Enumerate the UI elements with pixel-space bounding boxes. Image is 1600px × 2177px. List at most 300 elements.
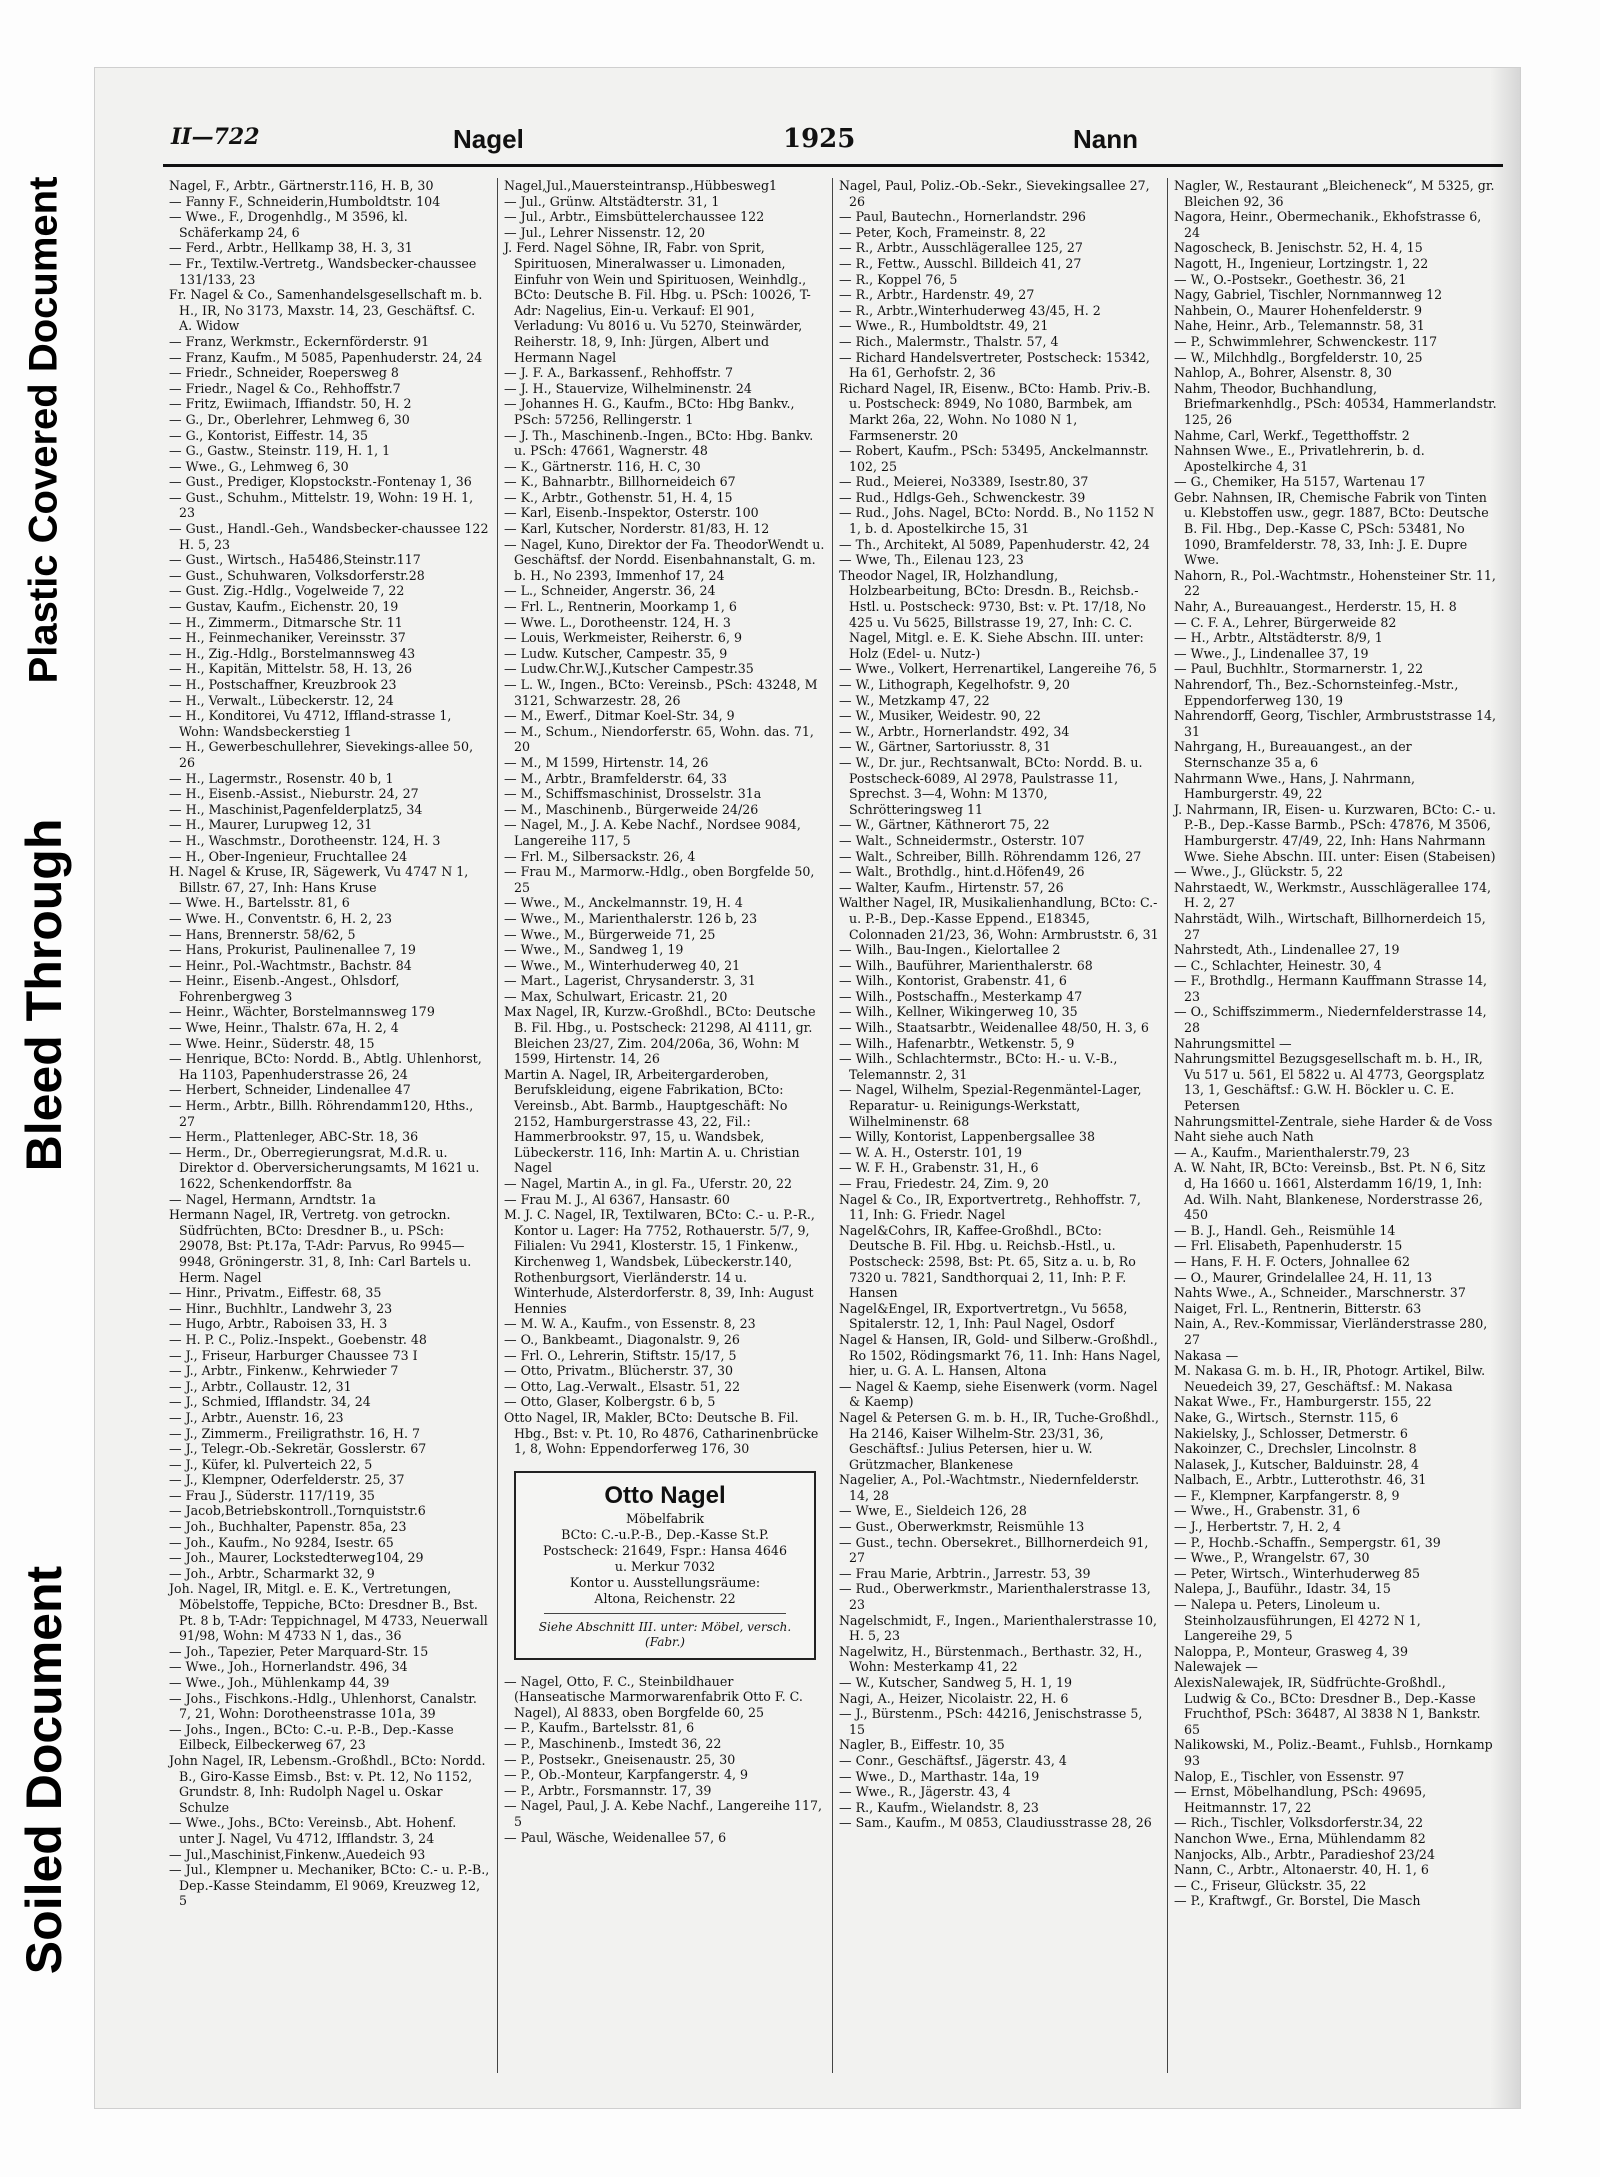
directory-entry: — Johs., Ingen., BCto: C.-u. P.-B., Dep.-Kasse Eilbeck, Eilbeckerweg 67, 23 [169,1721,454,1753]
directory-entry: M. Nakasa G. m. b. H., IR, Photogr. Artikel, Bilw. Neuedeich 39, 27, Geschäftsf.: M. Nakasa [1174,1363,1486,1394]
directory-entry: — Wwe., M., Bürgerweide 71, 25 [504,926,716,942]
directory-entry: — Friedr., Schneider, Roepersweg 8 [169,365,399,381]
directory-entry: — Wilh., Schlachtermstr., BCto: H.- u. V.-B., Telemannstr. 2, 31 [839,1051,1118,1082]
directory-entry: — M., Maschinenb., Bürgerweide 24/26 [504,801,759,817]
directory-entry: — Wwe. L., Dorotheenstr. 124, H. 3 [504,614,731,630]
directory-entry: — Louis, Werkmeister, Reiherstr. 6, 9 [504,630,742,646]
directory-entry: — Wwe., M., Winterhuderweg 40, 21 [504,957,741,973]
directory-entry: — L., Schneider, Angerstr. 36, 24 [504,583,716,599]
directory-entry: Richard Nagel, IR, Eisenw., BCto: Hamb. Priv.-B. u. Postscheck: 8949, No 1080, Barmbek, am Markt 26a, 22, Wohn. No 1080 N 1, Farmsenerstr. 20 [839,380,1151,443]
directory-entry: Gebr. Nahnsen, IR, Chemische Fabrik von Tinten u. Klebstoffen usw., gegr. 1887, BCto: Deutsche B. Fil. Hbg., Dep.-Kasse C, PSch: 53481, No 1090, Bramfelderstr. 78, 33, Inh: J. E. Dupre Wwe. [1174,489,1489,568]
directory-entry: — Rud., Hdlgs-Geh., Schwenckestr. 39 [839,489,1086,505]
directory-entry: — Walt., Schneidermstr., Osterstr. 107 [839,832,1085,848]
advertisement-otto-nagel [514,1471,816,1660]
directory-entry: Nagler, W., Restaurant „Bleicheneck“, M 5325, gr. Bleichen 92, 36 [1174,178,1495,209]
directory-entry: — F., Brothdlg., Hermann Kauffmann Strasse 14, 23 [1174,973,1487,1004]
directory-entry: — Hinr., Buchhltr., Landwehr 3, 23 [169,1300,393,1316]
directory-entry: Nalop, E., Tischler, von Essenstr. 97 [1174,1768,1405,1784]
directory-entry: Nagel & Co., IR, Exportvertretg., Rehhoffstr. 7, 11, Inh: G. Friedr. Nagel [839,1191,1141,1223]
directory-entry: — M., Arbtr., Bramfelderstr. 64, 33 [504,770,728,786]
directory-entry: Naloppa, P., Monteur, Grasweg 4, 39 [1174,1643,1408,1659]
directory-entry: — Hans, Brennerstr. 58/62, 5 [169,926,356,942]
directory-entry: — Wwe, Th., Eilenau 123, 23 [839,552,1024,568]
directory-entry: — P., Ob.-Monteur, Karpfangerstr. 4, 9 [504,1767,749,1783]
directory-entry: — Paul, Buchhltr., Stormarnerstr. 1, 22 [1174,661,1424,677]
directory-entry: Nahrmann Wwe., Hans, J. Nahrmann, Hamburgerstr. 49, 22 [1174,770,1416,802]
directory-entry: — H., Konditorei, Vu 4712, Iffland-strasse 1, Wohn: Wandsbeckerstieg 1 [169,708,452,739]
directory-entry: — M. W. A., Kaufm., von Essenstr. 8, 23 [504,1316,756,1332]
directory-entry: — Otto, Glaser, Kolbergstr. 6 b, 5 [504,1394,716,1410]
directory-entry: — Fritz, Ewiimach, Iffiandstr. 50, H. 2 [169,396,412,412]
directory-entry: — Wwe., M., Sandweg 1, 19 [504,942,684,958]
directory-entry: — Peter, Koch, Frameinstr. 8, 22 [839,224,1046,240]
directory-entry: — Wilh., Postschaffn., Mesterkamp 47 [839,988,1083,1004]
directory-entry: — W., Musiker, Weidestr. 90, 22 [839,708,1041,724]
directory-entry: Nagelschmidt, F., Ingen., Marienthalerstrasse 10, H. 5, 23 [839,1612,1157,1644]
directory-entry: — Fr., Textilw.-Vertretg., Wandsbecker-chaussee 131/133, 23 [169,255,477,287]
directory-entry: — W., O.-Postsekr., Goethestr. 36, 21 [1174,271,1407,287]
directory-entry: — Nagel & Kaemp, siehe Eisenwerk (vorm. Nagel & Kaemp) [839,1378,1158,1410]
directory-entry: Nalikowski, M., Poliz.-Beamt., Fuhlsb., Hornkamp 93 [1174,1737,1493,1768]
directory-entry: — Ludw. Kutscher, Campestr. 35, 9 [504,645,728,661]
running-head-right: Nann [1073,124,1138,154]
directory-entry: M. J. C. Nagel, IR, Textilwaren, BCto: C.- u. P.-R., Kontor u. Lager: Ha 7752, Rothauerstr. 5/7, 9, Filialen: Vu 2941, Klosterstr. 15, 1 Finkenw., Kirchenweg 1, Wandsbek, Lübeckerstr.140, Rothenburgsort, Vierländerstr. 14 u. Winterhude, Alsterdorferstr. 8, 39, Inh: August Hennies [504,1207,815,1316]
directory-entry: Nakat Wwe., Fr., Hamburgerstr. 155, 22 [1174,1394,1432,1410]
directory-entry: Nagel & Petersen G. m. b. H., IR, Tuche-Großhdl., Ha 2146, Kaiser Wilhelm-Str. 23/31, 36, Geschäftsf.: Julius Petersen, hier u. W. Grützmacher, Blankenese [839,1409,1159,1472]
directory-entry: — Richard Handelsvertreter, Postscheck: 15342, Ha 61, Gerhofstr. 2, 36 [839,349,1150,381]
directory-entry: Nagel,Jul.,Mauersteintransp.,Hübbesweg1 [504,178,778,193]
ad-line: Altona, Reichenstr. 22 [594,1590,736,1606]
directory-entry: — Wwe., H., Grabenstr. 31, 6 [1174,1503,1361,1519]
directory-entry: J. Nahrmann, IR, Eisen- u. Kurzwaren, BCto: C.- u. P.-B., Dep.-Kasse Barmb., PSch: 47876, M 3506, Hamburgerstr. 47/49, 22, Inh: Hans Nahrmann Wwe. Siehe Abschn. III. unter: Eisen (Stabeisen) [1174,801,1496,864]
directory-entry: Nalasek, J., Kutscher, Balduinstr. 28, 4 [1174,1456,1420,1472]
directory-entry: — J., Schmied, Ifflandstr. 34, 24 [169,1394,371,1410]
directory-entry: Nahbein, O., Maurer Hohenfelderstr. 9 [1174,302,1422,318]
directory-entry: — H., Kapitän, Mittelstr. 58, H. 13, 26 [169,661,413,677]
ad-title: Otto Nagel [604,1481,726,1509]
directory-entry: — Paul, Wäsche, Weidenallee 57, 6 [504,1829,727,1845]
directory-entry: — Wwe., Joh., Hornerlandstr. 496, 34 [169,1659,408,1675]
directory-entry: — P., Arbtr., Forsmannstr. 17, 39 [504,1782,712,1798]
label-bleed-through: Bleed Through [16,818,72,1172]
directory-entry: — R., Arbtr., Ausschlägerallee 125, 27 [839,240,1083,256]
directory-entry: — H., Maurer, Lurupweg 12, 31 [169,817,373,833]
directory-entry: Nahe, Heinr., Arb., Telemannstr. 58, 31 [1174,318,1425,334]
directory-entry: — Wwe., F., Drogenhdlg., M 3596, kl. Schäferkamp 24, 6 [169,209,408,240]
directory-entry: — Paul, Bautechn., Hornerlandstr. 296 [839,209,1086,225]
directory-entry: — J. Th., Maschinenb.-Ingen., BCto: Hbg. Bankv. u. PSch: 47661, Wagnerstr. 48 [504,427,814,459]
directory-entry: Nahlop, A., Bohrer, Alsenstr. 8, 30 [1174,365,1392,381]
directory-entry: — H., Arbtr., Altstädterstr. 8/9, 1 [1174,630,1383,646]
directory-entry: — Peter, Wirtsch., Winterhuderweg 85 [1174,1565,1421,1581]
directory-entry: — Gust., Prediger, Klopstockstr.-Fontenay 1, 36 [169,474,472,490]
directory-entry: — Rich., Tischler, Volksdorferstr.34, 22 [1174,1815,1424,1831]
directory-entry: — Gust., Schuhm., Mittelstr. 19, Wohn: 19 H. 1, 23 [169,489,474,521]
directory-entry: — Johannes H. G., Kaufm., BCto: Hbg Bankv., PSch: 57256, Rellingerstr. 1 [504,396,795,427]
directory-entry: — Joh., Maurer, Lockstedterweg104, 29 [169,1550,424,1566]
directory-entry: Nain, A., Rev.-Kommissar, Vierländerstrasse 280, 27 [1174,1316,1488,1347]
directory-entry: — Gust., Oberwerkmstr, Reismühle 13 [839,1519,1085,1535]
directory-entry: Nagelwitz, H., Bürstenmach., Berthastr. 32, H., Wohn: Mesterkamp 41, 22 [839,1643,1143,1675]
directory-entry: Nagel, F., Arbtr., Gärtnerstr.116, H. B, 30 [169,178,434,193]
directory-entry: — C. F. A., Lehrer, Bürgerweide 82 [1174,614,1397,630]
directory-entry: Nakielsky, J., Schlosser, Detmerstr. 6 [1174,1425,1408,1441]
directory-entry: Nahrungsmittel — [1174,1035,1292,1051]
directory-entry: — Wwe., R., Humboldtstr. 49, 21 [839,318,1049,334]
column-1 [163,178,498,2073]
directory-entry: — Gust., Wirtsch., Ha5486,Steinstr.117 [169,552,421,568]
directory-entry: Hermann Nagel, IR, Vertretg. von getrockn. Südfrüchten, BCto: Dresdner B., u. PSch: 29078, Bst: Pt.17a, T-Adr: Parvus, Ro 9945—9948, Gröningerstr. 31, 8, Inh: Carl Bartels u. Herm. Nagel [169,1207,472,1285]
directory-entry: — P., Kaufm., Bartelsstr. 81, 6 [504,1720,695,1736]
directory-entry: — Henrique, BCto: Nordd. B., Abtlg. Uhlenhorst, Ha 1103, Papenhuderstrasse 26, 24 [169,1051,482,1082]
directory-entry: — G., Gastw., Steinstr. 119, H. 1, 1 [169,443,391,459]
directory-entry: — P., Hochb.-Schaffn., Sempergstr. 61, 39 [1174,1534,1441,1550]
directory-columns [163,178,1503,2073]
directory-entry: — J., Arbtr., Auenstr. 16, 23 [169,1409,344,1425]
directory-entry: — J., Telegr.-Ob.-Sekretär, Gosslerstr. 67 [169,1441,427,1457]
column-2-top [504,178,826,1457]
directory-entry: — Jul., Lehrer Nissenstr. 12, 20 [504,224,705,240]
directory-entry: — C., Schlachter, Heinestr. 30, 4 [1174,957,1382,973]
directory-entry: Naiget, Frl. L., Rentnerin, Bitterstr. 63 [1174,1300,1422,1316]
directory-entry: — C., Friseur, Glückstr. 35, 22 [1174,1877,1367,1893]
directory-entry: Naht siehe auch Nath [1174,1129,1314,1145]
directory-entry: — W., Milchhdlg., Borgfelderstr. 10, 25 [1174,349,1423,365]
directory-entry: — M., M 1599, Hirtenstr. 14, 26 [504,754,709,770]
column-2 [498,178,833,2073]
directory-entry: — Herbert, Schneider, Lindenallee 47 [169,1082,411,1098]
directory-entry: — L. W., Ingen., BCto: Vereinsb., PSch: 43248, M 3121, Schwarzestr. 28, 26 [504,677,818,708]
directory-entry: Nalbach, E., Arbtr., Lutterothstr. 46, 31 [1174,1472,1427,1488]
directory-entry: — Hans, Prokurist, Paulinenallee 7, 19 [169,942,416,958]
directory-entry: AlexisNalewajek, IR, Südfrüchte-Großhdl., Ludwig & Co., BCto: Dresdner B., Dep.-Kasse Fruchthof, PSch: 36487, Al 3838 N 1, Bankstr. 65 [1174,1675,1481,1737]
directory-entry: — Wwe. H., Conventstr. 6, H. 2, 23 [169,910,393,926]
column-2-bottom [504,1674,826,1846]
directory-entry: — W., Kutscher, Sandweg 5, H. 1, 19 [839,1675,1073,1690]
directory-entry: — Joh., Tapezier, Peter Marquard-Str. 15 [169,1643,429,1659]
page-number: II—722 [171,124,260,150]
directory-entry: — Ludw.Chr.W.J.,Kutscher Campestr.35 [504,661,754,677]
directory-entry: Nagoscheck, B. Jenischstr. 52, H. 4, 15 [1174,240,1423,256]
directory-entry: — P., Schwimmlehrer, Schwenckestr. 117 [1174,333,1438,349]
directory-entry: — H., Waschmstr., Dorotheenstr. 124, H. 3 [169,832,441,848]
directory-entry: — Rud., Meierei, No3389, Isestr.80, 37 [839,474,1089,490]
directory-entry: — Gust., Schuhwaren, Volksdorferstr.28 [169,567,425,583]
directory-entry: — W., Gärtner, Käthnerort 75, 22 [839,817,1050,833]
directory-entry: — J., Arbtr., Collaustr. 12, 31 [169,1378,352,1394]
directory-entry: Nagel & Hansen, IR, Gold- und Silberw.-Großhdl., Ro 1502, Rödingsmarkt 76, 11. Inh: Hans Nagel, hier, u. G. A. L. Hansen, Altona [839,1331,1161,1379]
directory-entry: — Frau Marie, Arbtrin., Jarrestr. 53, 39 [839,1565,1091,1581]
directory-entry: — G., Chemiker, Ha 5157, Wartenau 17 [1174,474,1426,490]
directory-entry: — K., Gärtnerstr. 116, H. C, 30 [504,458,701,474]
directory-entry: — Nagel, Otto, F. C., Steinbildhauer (Hanseatische Marmorwarenfabrik Otto F. C. Nagel), Al 8833, oben Borgfelde 60, 25 [504,1673,803,1720]
directory-entry: — K., Bahnarbtr., Billhorneideich 67 [504,474,736,490]
ad-line: Postscheck: 21649, Fspr.: Hansa 4646 [543,1542,787,1558]
directory-entry: — R., Fettw., Ausschl. Billdeich 41, 27 [839,255,1082,271]
directory-entry: — A., Kaufm., Marienthalerstr.79, 23 [1174,1144,1410,1160]
directory-entry: — J., Klempner, Oderfelderstr. 25, 37 [169,1472,405,1488]
directory-entry: J. Ferd. Nagel Söhne, IR, Fabr. von Sprit, Spirituosen, Mineralwasser u. Limonaden, Einfuhr von Wein und Spirituosen, Weinhdlg., BCto: Deutsche B. Fil. Hbg. u. PSch: 10026, T-Adr: Nagelius, Ein-u. Verkauf: El 901, Verladung: Vu 8016 u. Vu 5270, Steinwärder, Reiherstr. 18, 9, Inh: Jürgen, Albert und Hermann Nagel [504,240,811,365]
directory-entry: — Heinr., Wächter, Borstelmannsweg 179 [169,1004,435,1020]
directory-entry: Nahrstädt, Wilh., Wirtschaft, Billhornerdeich 15, 27 [1174,910,1486,942]
directory-entry: Nalepa, J., Bauführ., Idastr. 34, 15 [1174,1581,1391,1597]
directory-entry: Nakoinzer, C., Drechsler, Lincolnstr. 8 [1174,1441,1417,1457]
directory-entry: — Heinr., Eisenb.-Angest., Ohlsdorf, Fohrenbergweg 3 [169,973,400,1004]
directory-entry: — Gust. Zig.-Hdlg., Vogelweide 7, 22 [169,583,405,599]
directory-entry: — Robert, Kaufm., PSch: 53495, Anckelmannstr. 102, 25 [839,443,1149,474]
directory-entry: Joh. Nagel, IR, Mitgl. e. E. K., Vertretungen, Möbelstoffe, Teppiche, BCto: Dresdner B., Bst. Pt. 8 b, T-Adr: Teppichnagel, M 4733, Neuerwall 91/98, Wohn: M 4733 N 1, das., 36 [169,1581,488,1644]
directory-entry: — Herm., Dr., Oberregierungsrat, M.d.R. u. Direktor d. Oberversicherungsamts, M 1621 u. 1622, Schenkendorffstr. 8a [169,1144,480,1191]
directory-entry: H. Nagel & Kruse, IR, Sägewerk, Vu 4747 N 1, Billstr. 67, 27, Inh: Hans Kruse [169,864,469,895]
directory-entry: Nahrungsmittel-Zentrale, siehe Harder & de Voss [1174,1113,1493,1129]
directory-entry: Theodor Nagel, IR, Holzhandlung, Holzbearbeitung, BCto: Dresdn. B., Reichsb.-Hstl. u. Postscheck: 9730, Bst: v. Pt. 17/18, No 425 u. Vu 5625, Billstrasse 19, 27, Inh: C. C. Nagel, Mitgl. e. E. K. Siehe Abschn. III. unter: Holz (Edel- u. Nutz-) [839,567,1146,661]
directory-entry: Nahrstaedt, W., Werkmstr., Ausschlägerallee 174, H. 2, 27 [1174,879,1492,911]
directory-entry: — Walt., Brothdlg., hint.d.Höfen49, 26 [839,864,1085,880]
directory-entry: — Jacob,Betriebskontroll.,Tornquiststr.6 [169,1503,426,1519]
directory-entry: — B. J., Handl. Geh., Reismühle 14 [1174,1222,1396,1238]
directory-entry: — Frl. M., Silbersackstr. 26, 4 [504,848,696,864]
directory-entry: Nagel&Engel, IR, Exportvertretgn., Vu 5658, Spitalerstr. 12, 1, Inh: Paul Nagel, Osdorf [839,1300,1128,1332]
directory-entry: — Wilh., Staatsarbtr., Weidenallee 48/50, H. 3, 6 [839,1020,1149,1036]
directory-entry: Nagler, B., Eiffestr. 10, 35 [839,1737,1005,1753]
directory-entry: Walther Nagel, IR, Musikalienhandlung, BCto: C.-u. P.-B., Dep.-Kasse Eppend., E18345, Colonnaden 21/23, 36, Wohn: Armbruststr. 6, 31 [839,895,1159,942]
directory-entry: Nann, C., Arbtr., Altonaerstr. 40, H. 1, 6 [1174,1862,1429,1878]
column-4 [1168,178,1503,2073]
directory-entry: — K., Arbtr., Gothenstr. 51, H. 4, 15 [504,489,733,505]
directory-entry: — Wilh., Kellner, Wikingerweg 10, 35 [839,1004,1078,1020]
directory-entry: — Walt., Schreiber, Billh. Röhrendamm 126, 27 [839,848,1142,864]
directory-entry: — R., Koppel 76, 5 [839,271,958,287]
ad-line: u. Merkur 7032 [614,1558,716,1574]
label-plastic-covered: Plastic Covered Document [21,176,66,684]
directory-entry: — Th., Architekt, Al 5089, Papenhuderstr. 42, 24 [839,536,1150,552]
directory-entry: — H., Feinmechaniker, Vereinsstr. 37 [169,630,406,646]
directory-entry: — J., Arbtr., Finkenw., Kehrwieder 7 [169,1363,399,1379]
directory-entry: — Nalepa u. Peters, Linoleum u. Steinholzausführungen, El 4272 N 1, Langereihe 29, 5 [1174,1597,1421,1644]
directory-entry: — J., Küfer, kl. Pulverteich 22, 5 [169,1456,373,1472]
directory-entry: — Otto, Lag.-Verwalt., Elsastr. 51, 22 [504,1378,741,1394]
directory-entry: — Wilh., Kontorist, Grabenstr. 41, 6 [839,973,1067,989]
directory-entry: — H., Zimmerm., Ditmarsche Str. 11 [169,614,403,630]
directory-entry: — Rud., Johs. Nagel, BCto: Nordd. B., No 1152 N 1, b. d. Apostelkirche 15, 31 [839,505,1155,537]
column-3 [833,178,1168,2073]
directory-entry: — P., Kraftwgf., Gr. Borstel, Die Masch [1174,1893,1421,1909]
directory-entry: — Frl. O., Lehrerin, Stiftstr. 15/17, 5 [504,1347,737,1363]
directory-entry: Nahme, Carl, Werkf., Tegetthoffstr. 2 [1174,427,1410,443]
directory-entry: Nagi, A., Heizer, Nicolaistr. 22, H. 6 [839,1690,1069,1706]
directory-entry: — Wwe. Heinr., Süderstr. 48, 15 [169,1035,375,1051]
directory-entry: Nahrungsmittel Bezugsgesellschaft m. b. H., IR, Vu 517 u. 561, El 5822 u. Al 4773, Georgsplatz 13, 1, Geschäftsf.: G.W. H. Böckler u. C. E. Petersen [1174,1051,1485,1114]
directory-entry: Nagelier, A., Pol.-Wachtmstr., Niedernfelderstr. 14, 28 [839,1472,1140,1503]
directory-entry: Nake, G., Wirtsch., Sternstr. 115, 6 [1174,1409,1399,1425]
directory-entry: — W., Gärtner, Sartoriusstr. 8, 31 [839,739,1051,755]
directory-entry: — Wwe., J., Glückstr. 5, 22 [1174,864,1343,880]
directory-entry: — Otto, Privatm., Blücherstr. 37, 30 [504,1363,734,1379]
directory-entry: — Franz, Werkmstr., Eckernförderstr. 91 [169,333,430,349]
directory-entry: — W. A. H., Osterstr. 101, 19 [839,1144,1022,1160]
directory-entry: — R., Kaufm., Wielandstr. 8, 23 [839,1799,1039,1815]
directory-entry: — Wwe., G., Lehmweg 6, 30 [169,458,349,474]
directory-entry: — Hans, F. H. F. Octers, Johnallee 62 [1174,1253,1410,1269]
directory-entry: John Nagel, IR, Lebensm.-Großhdl., BCto: Nordd. B., Giro-Kasse Eimsb., Bst: v. Pt. 12, No 1152, Grundstr. 8, Inh: Rudolph Nagel u. Oskar Schulze [169,1752,486,1815]
page-header [163,118,1503,167]
directory-entry: — R., Arbtr., Hardenstr. 49, 27 [839,287,1035,303]
directory-entry: Nahorn, R., Pol.-Wachtmstr., Hohensteiner Str. 11, 22 [1174,567,1496,599]
directory-entry: — Herm., Plattenleger, ABC-Str. 18, 36 [169,1129,419,1145]
directory-entry: — Wwe., Johs., BCto: Vereinsb., Abt. Hohenf. unter J. Nagel, Vu 4712, Ifflandstr. 3, 24 [169,1815,457,1846]
directory-entry: A. W. Naht, IR, BCto: Vereinsb., Bst. Pt. N 6, Sitz d, Ha 1660 u. 1661, Alsterdamm 16/19, 1, Inh: Ad. Wilh. Naht, Blankenese, Norderstrasse 26, 450 [1174,1160,1486,1223]
directory-entry: — Nagel, M., J. A. Kebe Nachf., Nordsee 9084, Langereihe 117, 5 [504,817,801,848]
directory-entry: — Wwe., Joh., Mühlenkamp 44, 39 [169,1675,390,1690]
directory-entry: — H., Ober-Ingenieur, Fruchtallee 24 [169,848,408,864]
directory-entry: — Nagel, Wilhelm, Spezial-Regenmäntel-Lager, Reparatur- u. Reinigungs-Werkstatt, Wilhelminenstr. 68 [839,1082,1142,1129]
directory-entry: — Walter, Kaufm., Hirtenstr. 57, 26 [839,879,1064,895]
directory-entry: — Rich., Malermstr., Thalstr. 57, 4 [839,333,1059,349]
directory-entry: — Franz, Kaufm., M 5085, Papenhuderstr. 24, 24 [169,349,483,365]
directory-entry: — W., Arbtr., Hornerlandstr. 492, 34 [839,723,1070,739]
directory-entry: — Ernst, Möbelhandlung, PSch: 49695, Heitmannstr. 17, 22 [1174,1784,1427,1815]
directory-entry: — Karl, Eisenb.-Inspektor, Osterstr. 100 [504,505,759,521]
directory-entry: — Frau, Friedestr. 24, Zim. 9, 20 [839,1176,1049,1191]
directory-entry: — J., Bürstenm., PSch: 44216, Jenischstrasse 5, 15 [839,1706,1143,1737]
directory-entry: — Wwe., R., Jägerstr. 43, 4 [839,1784,1011,1800]
directory-entry: — Conr., Geschäftsf., Jägerstr. 43, 4 [839,1752,1067,1768]
directory-entry: Martin A. Nagel, IR, Arbeitergarderoben, Berufskleidung, eigene Fabrikation, BCto: Vereinsb., Abt. Barmb., Hauptgeschäft: No 2152, Hamburgerstrasse 43, 22, Fil.: Hammerbrookstr. 97, 15, u. Wandsbek, Lübeckerstr. 116, Inh: Martin A. u. Christian Nagel [504,1066,800,1176]
directory-entry: — Fanny F., Schneiderin,Humboldtstr. 104 [169,193,441,209]
directory-entry: — W. F. H., Grabenstr. 31, H., 6 [839,1160,1039,1176]
ad-line: Möbelfabrik [626,1510,704,1526]
directory-entry: Fr. Nagel & Co., Samenhandelsgesellschaft m. b. H., IR, No 3173, Maxstr. 14, 23, Geschäftsf. C. A. Widow [169,287,483,334]
ad-line: Kontor u. Ausstellungsräume: [569,1574,761,1590]
directory-entry: — Heinr., Pol.-Wachtmstr., Bachstr. 84 [169,957,412,973]
directory-entry: — W., Metzkamp 47, 22 [839,692,990,708]
directory-entry: — Frau M. J., Al 6367, Hansastr. 60 [504,1191,730,1207]
directory-entry: — Gust., Handl.-Geh., Wandsbecker-chaussee 122 H. 5, 23 [169,521,489,552]
directory-entry: — J., Zimmerm., Freiligrathstr. 16, H. 7 [169,1425,421,1441]
directory-entry: — H. P. C., Poliz.-Inspekt., Goebenstr. 48 [169,1331,427,1347]
directory-entry: — Johs., Fischkons.-Hdlg., Uhlenhorst, Canalstr. 7, 21, Wohn: Dorotheenstrasse 101a, 39 [169,1690,477,1722]
directory-entry: — Willy, Kontorist, Lappenbergsallee 38 [839,1129,1095,1145]
directory-entry: — Friedr., Nagel & Co., Rehhoffstr.7 [169,380,401,396]
directory-entry: — J., Herbertstr. 7, H. 2, 4 [1174,1519,1341,1535]
directory-entry: Nagy, Gabriel, Tischler, Nornmannweg 12 [1174,287,1443,303]
directory-entry: — Joh., Kaufm., No 9284, Isestr. 65 [169,1534,394,1550]
directory-entry: — Frl. L., Rentnerin, Moorkamp 1, 6 [504,599,737,615]
directory-entry: — Nagel, Kuno, Direktor der Fa. TheodorWendt u. Geschäftsf. der Nordd. Eisenbahnanstalt, G. m. b. H., No 2393, Immenhof 17, 24 [504,536,825,583]
directory-entry: — Wwe., D., Marthastr. 14a, 19 [839,1768,1040,1784]
directory-entry: — O., Maurer, Grindelallee 24, H. 11, 13 [1174,1269,1433,1285]
directory-entry: — Wwe., J., Lindenallee 37, 19 [1174,645,1369,661]
directory-page [163,118,1503,2078]
directory-entry: Nahm, Theodor, Buchhandlung, Briefmarkenhdlg., PSch: 40534, Hammerlandstr. 125, 26 [1174,380,1497,427]
directory-entry: — H., Lagermstr., Rosenstr. 40 b, 1 [169,770,394,786]
directory-entry: — O., Schiffszimmerm., Niedernfelderstrasse 14, 28 [1174,1004,1487,1036]
directory-entry: — Joh., Buchhalter, Papenstr. 85a, 23 [169,1519,407,1535]
directory-entry: — J. H., Stauervize, Wilhelminenstr. 24 [504,380,752,396]
directory-entry: Nahnsen Wwe., E., Privatlehrerin, b. d. Apostelkirche 4, 31 [1174,443,1425,474]
directory-entry: — Mart., Lagerist, Chrysanderstr. 3, 31 [504,973,756,989]
directory-entry: — Rud., Oberwerkmstr., Marienthalerstrasse 13, 23 [839,1581,1151,1613]
directory-entry: — Gust., techn. Obersekret., Billhornerdeich 91, 27 [839,1534,1149,1566]
ad-divider [544,1613,786,1614]
directory-entry: Nagel, Paul, Poliz.-Ob.-Sekr., Sievekingsallee 27, 26 [839,178,1150,209]
directory-entry: — Nagel, Paul, J. A. Kebe Nachf., Langereihe 117, 5 [504,1798,822,1830]
directory-entry: — P., Maschinenb., Imstedt 36, 22 [504,1736,722,1752]
directory-entry: Max Nagel, IR, Kurzw.-Großhdl., BCto: Deutsche B. Fil. Hbg., u. Postscheck: 21298, Al 4111, gr. Bleichen 23/27, Zim. 204/206a, 36, Wohn: M 1599, Hirtenstr. 14, 26 [504,1004,816,1067]
directory-entry: Otto Nagel, IR, Makler, BCto: Deutsche B. Fil. Hbg., Bst: v. Pt. 10, Ro 4876, Catharinenbrücke 1, 8, Wohn: Eppendorferweg 176, 30 [504,1409,819,1457]
directory-entry: — F., Klempner, Karpfangerstr. 8, 9 [1174,1487,1400,1503]
directory-entry: — Wwe., Volkert, Herrenartikel, Langereihe 76, 5 [839,661,1157,677]
directory-entry: Nanjocks, Alb., Arbtr., Paradieshof 23/24 [1174,1846,1435,1862]
directory-entry: — Hinr., Privatm., Eiffestr. 68, 35 [169,1285,382,1301]
directory-entry: — H., Postschaffner, Kreuzbrook 23 [169,677,397,692]
directory-entry: — Nagel, Martin A., in gl. Fa., Uferstr. 20, 22 [504,1176,793,1191]
directory-entry: — G., Kontorist, Eiffestr. 14, 35 [169,427,369,443]
directory-entry: — Nagel, Hermann, Arndtstr. 1a [169,1191,376,1207]
directory-entry: Nahrendorff, Georg, Tischler, Armbruststrasse 14, 31 [1174,708,1496,739]
directory-entry: Nahrgang, H., Bureauangest., an der Sternschanze 35 a, 6 [1174,739,1412,770]
running-head-left: Nagel [453,124,524,154]
directory-entry: — H., Verwalt., Lübeckerstr. 12, 24 [169,692,394,708]
directory-entry: — Wilh., Hafenarbtr., Wetkenstr. 5, 9 [839,1035,1075,1051]
directory-entry: Nahts Wwe., A., Schneider., Marschnerstr. 37 [1174,1285,1466,1301]
directory-entry: — W., Dr. jur., Rechtsanwalt, BCto: Nordd. B. u. Postscheck-6089, Al 2978, Paulstrasse 11, Sprechst. 3—4, Wohn: M 1370, Schrötteringsweg 11 [839,754,1143,817]
directory-entry: — M., Schum., Niendorferstr. 65, Wohn. das. 71, 20 [504,723,814,755]
directory-entry: — Wwe, E., Sieldeich 126, 28 [839,1503,1027,1519]
directory-entry: Nagel&Cohrs, IR, Kaffee-Großhdl., BCto: Deutsche B. Fil. Hbg. u. Reichsb.-Hstl., u. Postscheck: 2598, Bst: Pt. 65, Sitz a. u. b, Ro 7320 u. 7821, Sandthorquai 2, 11, Inh: P. F. Hansen [839,1222,1136,1301]
directory-entry: — Frau J., Süderstr. 117/119, 35 [169,1487,375,1503]
directory-entry: — Gustav, Kaufm., Eichenstr. 20, 19 [169,599,399,615]
ad-note: Siehe Abschnitt III. unter: Möbel, versch. (Fabr.) [538,1619,792,1649]
directory-entry: Nahr, A., Bureauangest., Herderstr. 15, H. 8 [1174,599,1457,615]
directory-entry: Nahrstedt, Ath., Lindenallee 27, 19 [1174,942,1400,958]
directory-entry: — Wwe, Heinr., Thalstr. 67a, H. 2, 4 [169,1020,399,1036]
directory-entry: — Jul.,Maschinist,Finkenw.,Auedeich 93 [169,1846,426,1862]
ad-line: BCto: C.-u.P.-B., Dep.-Kasse St.P. [561,1526,769,1542]
directory-entry: Nagott, H., Ingenieur, Lortzingstr. 1, 22 [1174,255,1429,271]
directory-entry: Nahrendorf, Th., Bez.-Schornsteinfeg.-Mstr., Eppendorferweg 130, 19 [1174,677,1459,708]
directory-entry: — Wwe., P., Wrangelstr. 67, 30 [1174,1550,1370,1566]
running-head-year: 1925 [783,124,856,154]
directory-entry: Nagora, Heinr., Obermechanik., Ekhofstrasse 6, 24 [1174,209,1482,240]
directory-entry: — Jul., Klempner u. Mechaniker, BCto: C.- u. P.-B., Dep.-Kasse Steindamm, El 9069, Kreuzweg 12, 5 [169,1862,490,1909]
scanned-page [95,68,1520,2108]
directory-entry: — Karl, Kutscher, Norderstr. 81/83, H. 12 [504,521,770,537]
directory-entry: — Joh., Arbtr., Scharmarkt 32, 9 [169,1565,375,1581]
directory-entry: — H., Zig.-Hdlg., Borstelmannsweg 43 [169,645,416,661]
directory-entry: — Wwe. H., Bartelsstr. 81, 6 [169,895,350,911]
directory-entry: — H., Maschinist,Pagenfelderplatz5, 34 [169,801,423,817]
directory-entry: — W., Lithograph, Kegelhofstr. 9, 20 [839,677,1070,692]
directory-entry: — J. F. A., Barkassenf., Rehhoffstr. 7 [504,365,734,381]
directory-entry: — O., Bankbeamt., Diagonalstr. 9, 26 [504,1331,740,1347]
directory-entry: — Hugo, Arbtr., Raboisen 33, H. 3 [169,1316,388,1332]
directory-entry: — Ferd., Arbtr., Hellkamp 38, H. 3, 31 [169,240,413,256]
directory-entry: — Wwe., M., Anckelmannstr. 19, H. 4 [504,895,743,911]
directory-entry: — Wwe., M., Marienthalerstr. 126 b, 23 [504,910,758,926]
directory-entry: — Sam., Kaufm., M 0853, Claudiusstrasse 28, 26 [839,1815,1152,1831]
directory-entry: — M., Ewerf., Ditmar Koel-Str. 34, 9 [504,708,735,724]
directory-entry: — Herm., Arbtr., Billh. Röhrendamm120, Hths., 27 [169,1098,474,1129]
directory-entry: — H., Gewerbeschullehrer, Sievekings-allee 50, 26 [169,739,474,770]
directory-entry: Nanchon Wwe., Erna, Mühlendamm 82 [1174,1830,1426,1846]
directory-entry: — Wilh., Bauführer, Marienthalerstr. 68 [839,957,1093,973]
directory-entry: — J., Friseur, Harburger Chaussee 73 I [169,1347,418,1363]
directory-entry: — M., Schiffsmaschinist, Drosselstr. 31a [504,786,762,802]
directory-entry: — G., Dr., Oberlehrer, Lehmweg 6, 30 [169,411,410,427]
directory-entry: — Jul., Grünw. Altstädterstr. 31, 1 [504,193,720,209]
directory-entry: Nakasa — [1174,1347,1239,1363]
